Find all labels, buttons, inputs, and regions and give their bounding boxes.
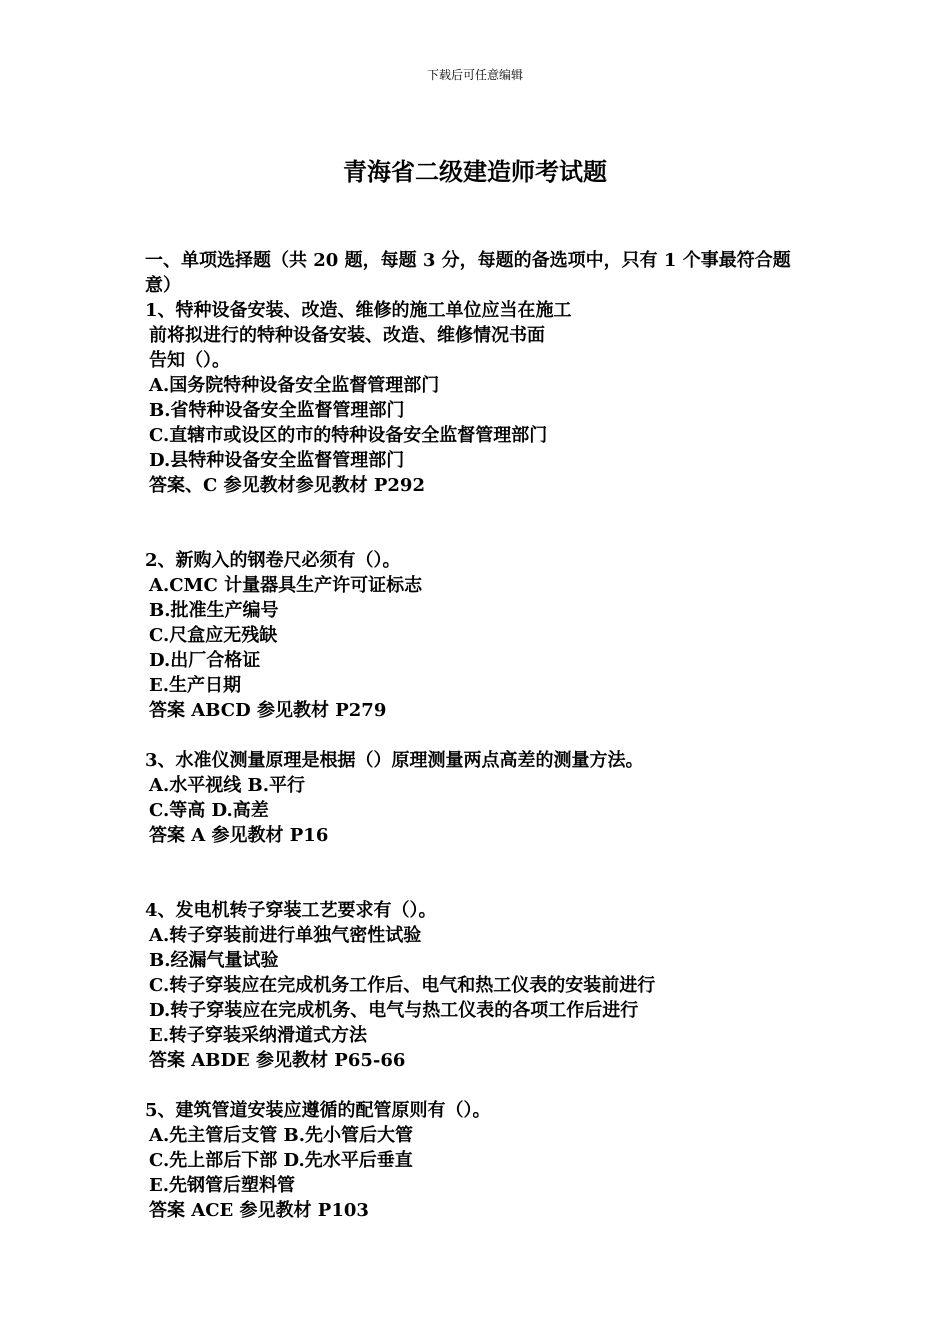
question-3 — [145, 748, 815, 848]
option: D.县特种设备安全监督管理部门 — [149, 450, 405, 471]
question-stem: 前将拟进行的特种设备安装、改造、维修情况书面 — [149, 325, 545, 346]
option: E.转子穿装采纳滑道式方法 — [149, 1025, 367, 1046]
question-2 — [145, 548, 815, 723]
question-1 — [145, 298, 815, 498]
option: C.等高 D.高差 — [149, 800, 269, 821]
answer: 答案 ABDE 参见教材 P65-66 — [149, 1050, 406, 1071]
answer: 答案、C 参见教材参见教材 P292 — [149, 475, 425, 496]
answer: 答案 ABCD 参见教材 P279 — [149, 700, 387, 721]
answer: 答案 A 参见教材 P16 — [149, 825, 329, 846]
option: A.水平视线 B.平行 — [149, 775, 305, 796]
question-stem: 告知（）。 — [149, 350, 230, 371]
question-stem: 5、建筑管道安装应遵循的配管原则有（）。 — [145, 1100, 491, 1121]
option: A.先主管后支管 B.先小管后大管 — [149, 1125, 413, 1146]
option: C.直辖市或设区的市的特种设备安全监督管理部门 — [149, 425, 548, 446]
option: A.转子穿装前进行单独气密性试验 — [149, 925, 422, 946]
section-heading: 一、单项选择题（共 20 题，每题 3 分，每题的备选项中，只有 1 个事最符合题意） — [145, 250, 791, 296]
question-stem: 4、发电机转子穿装工艺要求有（）。 — [145, 900, 437, 921]
header-note: 下载后可任意编辑 — [426, 68, 523, 82]
option: A.CMC 计量器具生产许可证标志 — [149, 575, 423, 596]
question-stem: 1、特种设备安装、改造、维修的施工单位应当在施工 — [145, 300, 572, 321]
question-stem: 3、水准仪测量原理是根据（）原理测量两点高差的测量方法。 — [145, 750, 644, 771]
question-5 — [145, 1098, 815, 1223]
question-stem: 2、新购入的钢卷尺必须有（）。 — [145, 550, 401, 571]
option: C.尺盒应无残缺 — [149, 625, 278, 646]
option: E.先钢管后塑料管 — [149, 1175, 295, 1196]
question-4 — [145, 898, 815, 1073]
option: B.批准生产编号 — [149, 600, 279, 621]
option: B.经漏气量试验 — [149, 950, 279, 971]
option: E.生产日期 — [149, 675, 241, 696]
answer: 答案 ACE 参见教材 P103 — [149, 1200, 369, 1221]
option: D.转子穿装应在完成机务、电气与热工仪表的各项工作后进行 — [149, 1000, 639, 1021]
option: D.出厂合格证 — [149, 650, 261, 671]
option: B.省特种设备安全监督管理部门 — [149, 400, 405, 421]
option: A.国务院特种设备安全监督管理部门 — [149, 375, 440, 396]
option: C.转子穿装应在完成机务工作后、电气和热工仪表的安装前进行 — [149, 975, 656, 996]
option: C.先上部后下部 D.先水平后垂直 — [149, 1150, 413, 1171]
question-content — [145, 248, 815, 1223]
document-title: 青海省二级建造师考试题 — [343, 157, 607, 186]
